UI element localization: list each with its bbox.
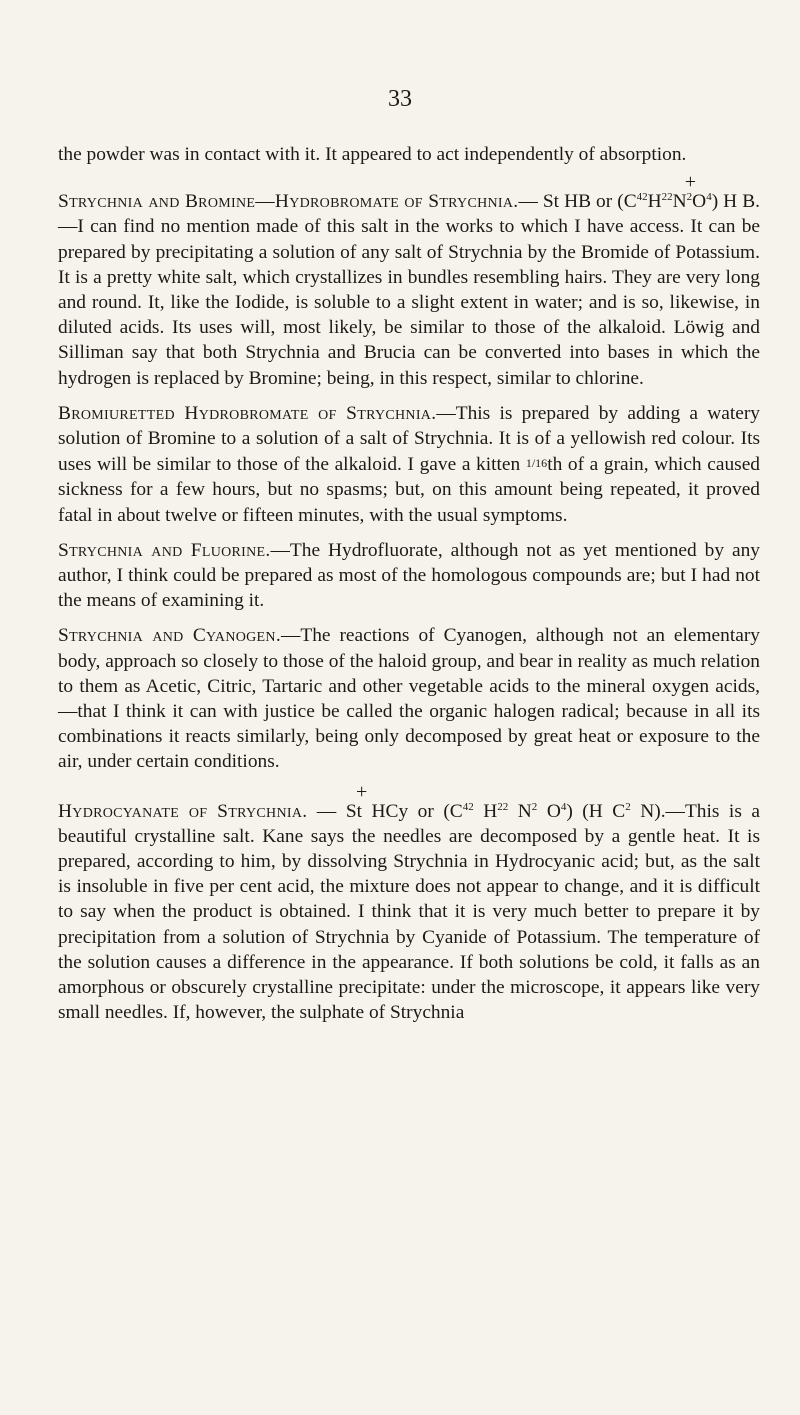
formula-suffix: N). [630, 800, 666, 822]
formula-element: O [692, 191, 707, 213]
page-number: 33 [388, 86, 412, 112]
intro-text: the powder was in contact with it. It appeared to act independently of absorption. [58, 144, 687, 165]
page-body [58, 142, 760, 1036]
fluorine-paragraph [58, 538, 760, 614]
plus-mark: + [356, 780, 368, 803]
section-heading: Strychnia and Bromine—Hydrobromate of Strychnia. [58, 191, 519, 213]
formula-subscript: 42 [636, 191, 648, 204]
bromiuretted-paragraph [58, 401, 760, 528]
formula-element: O [537, 800, 561, 822]
section-body: —This is prepared by adding a watery solution of Bromine to a solution of a salt of Strychnia. It is of a yellowish red colour. Its uses will be similar to those of the alkaloid. I gave a kitten [58, 402, 760, 476]
formula-prefix: — St HB or (C [518, 191, 637, 213]
fraction: 1/16 [525, 456, 548, 471]
section-body: —This is a beautiful crystalline salt. Kane says the needles are decomposed by a gentle heat. It is prepared, according to him, by dissolving Strychnia in Hydrocyanic acid; but, as the salt is insoluble in five per cent acid, the mixture does not appear to change, and it is difficult to say when the product is obtained. I think that it is very much better to prepare it by precipitation from a solution of Strychnia by Cyanide of Potassium. The temperature of the solution causes a difference in the appearance. If both solutions be cold, it falls as an amorphous or obscurely crystalline precipitate: under the microscope, it appears like very small needles. If, however, the sulphate of Strychnia [58, 800, 760, 1024]
formula-element: N [672, 191, 687, 213]
formula-subscript: 2 [531, 800, 538, 813]
plus-mark: + [684, 171, 696, 194]
formula-subscript: 2 [686, 191, 693, 204]
formula-element: H [473, 800, 498, 822]
formula-mid: ) (H C [566, 800, 626, 822]
formula-element: N [508, 800, 532, 822]
section-heading: Strychnia and Cyanogen. [58, 625, 281, 647]
bromine-paragraph [58, 189, 760, 391]
cyanogen-paragraph [58, 623, 760, 774]
intro-paragraph [58, 142, 760, 167]
formula-subscript: 2 [625, 800, 631, 813]
section-heading: Strychnia and Fluorine. [58, 539, 271, 561]
formula-subscript: 4 [560, 800, 567, 813]
hydrocyanate-paragraph [58, 799, 760, 1026]
section-body: —I can find no mention made of this salt in the works to which I have access. It can be prepared by precipitating a solution of any salt of Strychnia by the Bromide of Potassium. It is a pretty white salt, which crystallizes in bundles resembling hairs. They are very long and round. It, like the Iodide, is soluble to a slight extent in water; and is so, likewise, in diluted acids. Its uses will, most likely, be similar to those of the alkaloid. Löwig and Silliman say that both Strychnia and Brucia can be converted into bases in which the hydrogen is replaced by Bromine; being, in this respect, similar to chlorine. [58, 216, 760, 389]
section-heading: Hydrocyanate of Strychnia. [58, 800, 308, 822]
section-heading: Bromiuretted Hydrobromate of Strychnia. [58, 402, 437, 424]
formula-prefix: — St HCy or (C [307, 800, 463, 822]
section-body: —The reactions of Cyanogen, although not an elementary body, approach so closely to those of the haloid group, and bear in reality as much relation to them as Acetic, Citric, Tartaric and other vegetable acids to the mineral oxygen acids,—that I think it can with justice be called the organic halogen radical; because in all its combinations it reacts similarly, being only decomposed by great heat or exposure to the air, under certain conditions. [58, 625, 760, 773]
formula-subscript: 4 [706, 191, 712, 204]
section-body: th of a grain, which caused sickness for a few hours, but no spasms; but, on this amount being repeated, it proved fatal in about twelve or fifteen minutes, with the usual symptoms. [58, 454, 760, 526]
formula-subscript: 22 [497, 800, 509, 813]
section-body: —The Hydrofluorate, although not as yet mentioned by any author, I think could be prepared as most of the homologous compounds are; but I had not the means of examining it. [58, 539, 760, 612]
formula-element: H [647, 191, 662, 213]
formula-suffix: ) H B. [711, 191, 761, 213]
formula-subscript: 42 [462, 800, 474, 813]
formula-subscript: 22 [661, 191, 673, 204]
